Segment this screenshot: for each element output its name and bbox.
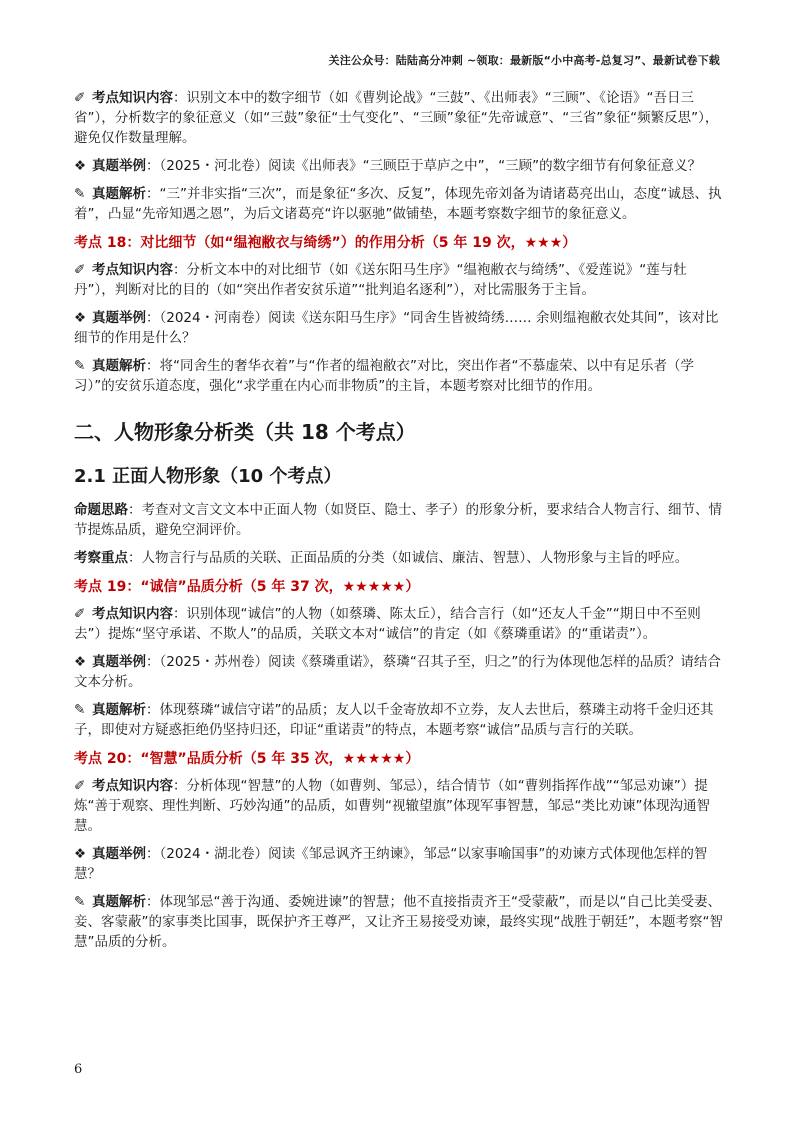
- knowledge-label: 考点知识内容: [92, 90, 173, 106]
- pen-icon: ✎: [74, 702, 86, 718]
- analysis-text: ：体现邹忌“善于沟通、委婉进谏”的智慧；他不直接指责齐王“受蒙蔽”，而是以“自己比美受妻、妾、客蒙蔽”的家事类比国事，既保护齐王尊严，又让齐王易接受劝谏，最终实现“战胜于朝廷”，本题考察“智慧”品质的分析。: [74, 894, 723, 950]
- page-header: 关注公众号：陆陆高分冲刺 ~领取：最新版“小中高考-总复习”、最新试卷下载: [328, 54, 720, 67]
- kaodian-20-title: 考点 20：“智慧”品质分析（5 年 35 次，★★★★★）: [74, 751, 420, 767]
- section-heading: 二、人物形象分析类（共 18 个考点）: [74, 420, 416, 444]
- knowledge-label: 考点知识内容: [92, 606, 173, 622]
- thinking-text: ：考查对文言文文本中正面人物（如贤臣、隐士、孝子）的形象分析，要求结合人物言行、细节、情节提炼品质，避免空洞评价。: [74, 502, 722, 538]
- analysis-paragraph: [74, 184, 726, 224]
- thinking-label: 命题思路: [74, 502, 128, 518]
- knowledge-paragraph: [74, 604, 726, 644]
- pencil-icon: ✐: [74, 606, 86, 622]
- example-paragraph: [74, 844, 726, 884]
- knowledge-paragraph: [74, 260, 726, 300]
- diamond-icon: ❖: [74, 310, 87, 326]
- analysis-text: ：“三”并非实指“三次”，而是象征“多次、反复”，体现先帝刘备为请诸葛亮出山，态度“诚恳、执着”，凸显“先帝知遇之恩”，为后文诸葛亮“许以驱驰”做铺垫，本题考察数字细节的象征意义。: [74, 186, 722, 222]
- knowledge-paragraph: [74, 88, 726, 148]
- subsection-heading: 2.1 正面人物形象（10 个考点）: [74, 466, 342, 487]
- page-number: 6: [74, 1062, 83, 1077]
- analysis-paragraph: [74, 356, 726, 396]
- kaodian-19-title: 考点 19：“诚信”品质分析（5 年 37 次，★★★★★）: [74, 579, 420, 595]
- analysis-text: ：将“同舍生的奢华衣着”与“作者的缊袍敝衣”对比，突出作者“不慕虚荣、以中有足乐者（学习）”的安贫乐道态度，强化“求学重在内心而非物质”的主旨，本题考察对比细节的作用。: [74, 358, 694, 394]
- knowledge-text: ：分析文本中的对比细节（如《送东阳马生序》“缊袍敝衣与绮绣”、《爱莲说》“莲与牡丹”），判断对比的目的（如“突出作者安贫乐道”“批判追名逐利”），对比需服务于主旨。: [74, 262, 687, 298]
- pen-icon: ✎: [74, 358, 86, 374]
- analysis-label: 真题解析: [92, 358, 146, 374]
- example-text: ：（2024・湖北卷）阅读《邹忌讽齐王纳谏》，邹忌“以家事喻国事”的劝谏方式体现他怎样的智慧？: [74, 846, 708, 882]
- knowledge-text: ：识别文本中的数字细节（如《曹刿论战》“三鼓”、《出师表》“三顾”、《论语》“吾日三省”），分析数字的象征意义（如“三鼓”象征“士气变化”、“三顾”象征“先帝诚意”、“三省”象征“频繁反思”），避免仅作数量理解。: [74, 90, 719, 146]
- analysis-text: ：体现蔡璘“诚信守诺”的品质；友人以千金寄放却不立券，友人去世后，蔡璘主动将千金归还其子，即使对方疑惑拒绝仍坚持归还，印证“重诺责”的特点，本题考察“诚信”品质与言行的关联。: [74, 702, 714, 738]
- pencil-icon: ✐: [74, 262, 86, 278]
- focus-label: 考察重点: [74, 550, 128, 566]
- focus-paragraph: [74, 548, 726, 568]
- pencil-icon: ✐: [74, 90, 86, 106]
- diamond-icon: ❖: [74, 654, 87, 670]
- example-label: 真题举例: [92, 654, 146, 670]
- analysis-paragraph: [74, 700, 726, 740]
- knowledge-text: ：识别体现“诚信”的人物（如蔡璘、陈太丘），结合言行（如“还友人千金”“期日中不至则去”）提炼“坚守承诺、不欺人”的品质，关联文本对“诚信”的肯定（如《蔡璘重诺》的“重诺责”）。: [74, 606, 701, 642]
- analysis-label: 真题解析: [92, 186, 146, 202]
- example-text: ：（2024・河南卷）阅读《送东阳马生序》“同舍生皆被绮绣…… 余则缊袍敝衣处其间”，该对比细节的作用是什么？: [74, 310, 719, 346]
- analysis-paragraph: [74, 892, 726, 952]
- pen-icon: ✎: [74, 186, 86, 202]
- analysis-label: 真题解析: [92, 894, 146, 910]
- main-content: [74, 88, 726, 960]
- diamond-icon: ❖: [74, 158, 87, 174]
- diamond-icon: ❖: [74, 846, 87, 862]
- example-text: ：（2025・苏州卷）阅读《蔡璘重诺》，蔡璘“召其子至，归之”的行为体现他怎样的品质？请结合文本分析。: [74, 654, 721, 690]
- example-paragraph: [74, 652, 726, 692]
- example-paragraph: [74, 308, 726, 348]
- thinking-paragraph: [74, 500, 726, 540]
- example-label: 真题举例: [92, 846, 146, 862]
- example-label: 真题举例: [92, 158, 146, 174]
- pen-icon: ✎: [74, 894, 86, 910]
- knowledge-text: ：分析体现“智慧”的人物（如曹刿、邹忌），结合情节（如“曹刿指挥作战”“邹忌劝谏”）提炼“善于观察、理性判断、巧妙沟通”的品质，如曹刿“视辙望旗”体现军事智慧，邹忌“类比劝谏”体现沟通智慧。: [74, 778, 710, 834]
- knowledge-label: 考点知识内容: [92, 778, 173, 794]
- knowledge-paragraph: [74, 776, 726, 836]
- example-label: 真题举例: [92, 310, 146, 326]
- example-paragraph: [74, 156, 726, 176]
- kaodian-18-title: 考点 18：对比细节（如“缊袍敝衣与绮绣”）的作用分析（5 年 19 次，★★★）: [74, 235, 577, 251]
- analysis-label: 真题解析: [92, 702, 146, 718]
- pencil-icon: ✐: [74, 778, 86, 794]
- knowledge-label: 考点知识内容: [92, 262, 173, 278]
- focus-text: ：人物言行与品质的关联、正面品质的分类（如诚信、廉洁、智慧）、人物形象与主旨的呼应。: [128, 550, 689, 566]
- example-text: ：（2025・河北卷）阅读《出师表》“三顾臣于草庐之中”，“三顾”的数字细节有何象征意义？: [146, 158, 702, 174]
